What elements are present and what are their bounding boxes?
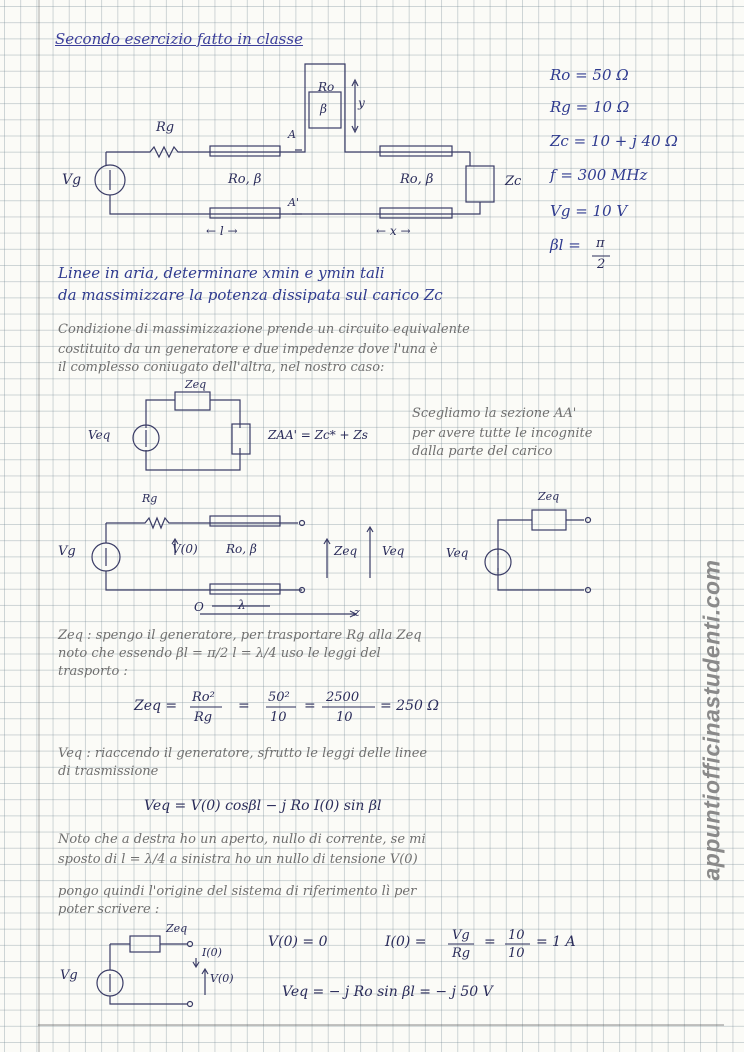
c1-length-x: ← x → [376, 224, 411, 238]
veq-text-line-1: Veq : riaccendo il generatore, sfrutto le leggi delle linee [58, 746, 428, 761]
final-i0-lhs: I(0) = [385, 934, 427, 950]
c1-rg-label: Rg [156, 120, 175, 135]
taking-line-2: per avere tutte le incognite [412, 426, 593, 441]
c3-rg-label: Rg [142, 492, 158, 505]
c3-v0-label: V(0) [172, 542, 198, 556]
zeq-formula-f2-den: 10 [270, 710, 287, 725]
zeq-formula-result: = 250 Ω [380, 698, 439, 714]
zeq-formula-f1-num: Ro² [192, 690, 215, 705]
param-bl: βl = [550, 236, 581, 254]
page-title: Secondo esercizio fatto in classe [55, 30, 303, 48]
veq-formula: Veq = V(0) cosβl − j Ro I(0) sin βl [144, 798, 382, 814]
c4-zeq-label: Zeq [166, 922, 188, 935]
c3-origin-label: O [194, 600, 204, 614]
condition-line-2: costituito da un generatore e due impedenze dove l'una è [58, 342, 438, 357]
param-ro: Ro = 50 Ω [550, 66, 629, 84]
c3-line-label: Ro, β [226, 542, 257, 556]
c1-a-label: A [288, 128, 296, 141]
param-bl-den: 2 [597, 257, 606, 272]
c1-vg-label: Vg [62, 172, 82, 188]
param-f: f = 300 MHz [550, 166, 648, 184]
final-veq: Veq = − j Ro sin βl = − j 50 V [282, 984, 493, 1000]
zeq-formula-f3-den: 10 [336, 710, 353, 725]
c2-zeq-label: Zeq [185, 378, 207, 391]
noto-line-1: Noto che a destra ho un aperto, nullo di corrente, se mi [58, 832, 426, 847]
c2-zaa-label: ZAA' = Zc* + Zs [268, 428, 368, 442]
c1-stub-r-label: Ro [318, 80, 335, 94]
pongo-line-2: poter scrivere : [58, 902, 160, 917]
watermark: appuntiofficinastudenti.com [698, 559, 725, 881]
statement-line-2: da massimizzare la potenza dissipata sul carico Zc [58, 286, 443, 304]
final-i0-f2-num: 10 [508, 928, 525, 943]
c4-i0-label: I(0) [202, 946, 222, 959]
param-bl-num: π [596, 236, 605, 251]
final-v0: V(0) = 0 [268, 934, 328, 950]
c4-vg-label: Vg [60, 968, 78, 983]
zeq-text-line-1: Zeq : spengo il generatore, per trasportare Rg alla Zeq [58, 628, 422, 643]
param-rg: Rg = 10 Ω [550, 98, 630, 116]
statement-line-1: Linee in aria, determinare xmin e ymin tali [58, 264, 385, 282]
param-zc: Zc = 10 + j 40 Ω [550, 132, 678, 150]
zeq-formula-eq2: = [304, 698, 316, 714]
final-i0-f2-den: 10 [508, 946, 525, 961]
c1-y-label: y [358, 96, 365, 110]
c3-z-axis-label: z [354, 606, 360, 619]
c3-lambda-label: λ [238, 598, 246, 612]
zeq-formula-f1-den: Rg [194, 710, 213, 725]
c3-zeq-label: Zeq [334, 544, 358, 558]
c3-vg-label: Vg [58, 544, 76, 559]
final-i0-eq: = [484, 934, 496, 950]
zeq-text-line-3: trasporto : [58, 664, 128, 679]
param-vg: Vg = 10 V [550, 202, 628, 220]
zeq-formula-lhs: Zeq = [134, 698, 178, 714]
taking-line-3: dalla parte del carico [412, 444, 553, 459]
c4-v0-label: V(0) [210, 972, 234, 985]
c3-zeq-right-label: Zeq [538, 490, 560, 503]
final-i0-result: = 1 A [536, 934, 576, 950]
pongo-line-1: pongo quindi l'origine del sistema di riferimento lì per [58, 884, 417, 899]
condition-line-3: il complesso coniugato dell'altra, nel nostro caso: [58, 360, 385, 375]
c1-length-l: ← l → [206, 224, 238, 238]
c3-veq-label: Veq [382, 544, 405, 558]
c2-veq-label: Veq [88, 428, 111, 442]
c1-a-prime-label: A' [288, 196, 299, 209]
noto-line-2: sposto di l = λ/4 a sinistra ho un nullo di tensione V(0) [58, 852, 418, 867]
final-i0-f1-den: Rg [452, 946, 471, 961]
c1-line1-label: Ro, β [228, 172, 262, 187]
taking-line-1: Scegliamo la sezione AA' [412, 406, 577, 421]
c1-zc-label: Zc [505, 174, 522, 189]
c1-stub-b-label: β [320, 102, 327, 116]
zeq-text-line-2: noto che essendo βl = π/2 l = λ/4 uso le leggi del [58, 646, 381, 661]
zeq-formula-f3-num: 2500 [326, 690, 360, 705]
veq-text-line-2: di trasmissione [58, 764, 159, 779]
zeq-formula-eq1: = [238, 698, 250, 714]
condition-line-1: Condizione di massimizzazione prende un circuito equivalente [58, 322, 470, 337]
c1-line2-label: Ro, β [400, 172, 434, 187]
final-i0-f1-num: Vg [452, 928, 470, 943]
zeq-formula-f2-num: 50² [268, 690, 290, 705]
c3-veq-right-label: Veq [446, 546, 469, 560]
